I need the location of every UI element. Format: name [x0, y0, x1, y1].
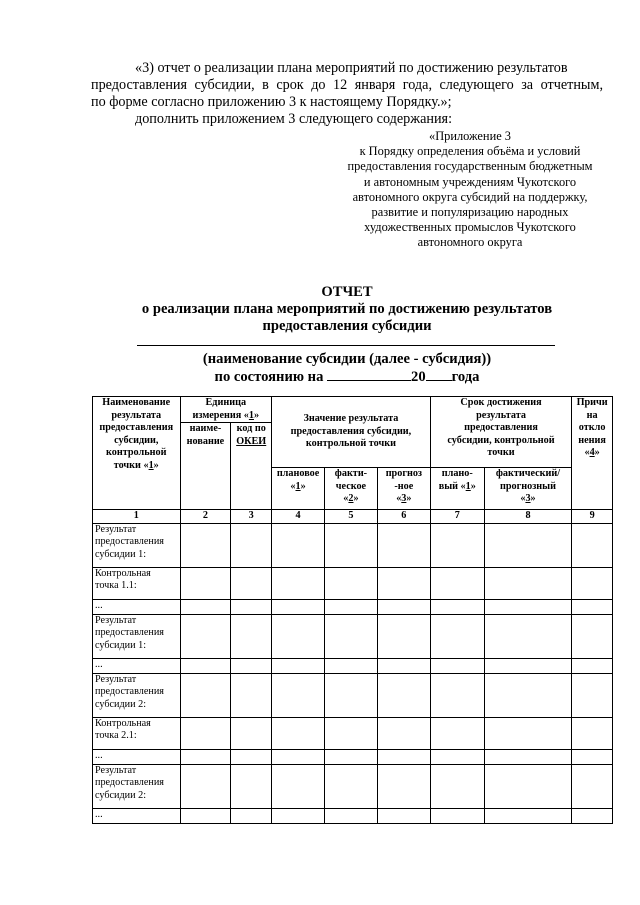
date-prefix: по состоянию на [214, 369, 324, 385]
header-deadline-actual: фактический/ прогнозный «3» [484, 468, 572, 510]
empty-cell [377, 717, 430, 749]
row-label-line: ... [95, 658, 103, 670]
appendix-line: автономного округа субсидий на поддержку, [352, 189, 588, 204]
empty-cell [324, 717, 377, 749]
table-row [93, 567, 613, 599]
empty-cell [572, 717, 613, 749]
empty-cell [430, 523, 484, 567]
empty-cell [324, 614, 377, 658]
empty-cell [272, 749, 325, 764]
table-row [93, 764, 613, 808]
row-label-line: ... [95, 599, 103, 611]
column-number: 6 [377, 510, 430, 524]
row-label-line: Контрольная [95, 717, 151, 729]
appendix-header [330, 129, 610, 251]
empty-cell [324, 673, 377, 717]
empty-cell [180, 749, 231, 764]
empty-cell [180, 717, 231, 749]
header-value-forecast: прогноз -ное «3» [377, 468, 430, 510]
empty-cell [572, 599, 613, 614]
empty-cell [180, 764, 231, 808]
row-label-line: Результат [95, 764, 137, 776]
report-title-line-1: о реализации плана мероприятий по достижению результатов [141, 301, 553, 317]
empty-cell [180, 808, 231, 823]
row-label-line: Результат [95, 673, 137, 685]
subsidy-name-line [137, 345, 555, 346]
column-number: 7 [430, 510, 484, 524]
table-row [93, 599, 613, 614]
date-century: 20 [411, 369, 426, 385]
header-unit: Единица измерения «1» [180, 397, 272, 423]
empty-cell [180, 523, 231, 567]
empty-cell [180, 614, 231, 658]
table-row [93, 523, 613, 567]
column-number: 2 [180, 510, 231, 524]
header-okei-code: код по ОКЕИ [231, 423, 272, 510]
report-heading: ОТЧЕТ [321, 284, 373, 300]
column-number-row [93, 510, 613, 524]
empty-cell [430, 658, 484, 673]
appendix-line: автономного округа [417, 235, 523, 250]
empty-cell [572, 658, 613, 673]
empty-cell [377, 673, 430, 717]
empty-cell [430, 599, 484, 614]
row-label [93, 717, 181, 749]
row-label-line: Результат [95, 523, 137, 535]
row-label [93, 567, 181, 599]
empty-cell [377, 614, 430, 658]
table-row [93, 717, 613, 749]
empty-cell [484, 614, 572, 658]
header-deviation-reason: Причи на откло нения «4» [572, 397, 613, 510]
header-value-planned: плановое «1» [272, 468, 325, 510]
appendix-line: к Порядку определения объёма и условий [359, 144, 581, 159]
empty-cell [324, 764, 377, 808]
appendix-line: и автономным учреждениям Чукотского [363, 174, 577, 189]
empty-cell [324, 599, 377, 614]
row-label-line: точка 1.1: [95, 580, 137, 591]
empty-cell [272, 523, 325, 567]
empty-cell [180, 599, 231, 614]
report-date-line [91, 368, 603, 386]
empty-cell [484, 764, 572, 808]
row-label-line: предоставления [95, 627, 164, 638]
date-year-blank [426, 368, 452, 381]
column-number: 8 [484, 510, 572, 524]
empty-cell [231, 749, 272, 764]
column-number: 4 [272, 510, 325, 524]
empty-cell [231, 523, 272, 567]
report-title-line-2: предоставления субсидии [262, 318, 432, 334]
empty-cell [572, 673, 613, 717]
empty-cell [484, 658, 572, 673]
empty-cell [272, 614, 325, 658]
empty-cell [377, 808, 430, 823]
row-label [93, 764, 181, 808]
empty-cell [231, 614, 272, 658]
empty-cell [180, 658, 231, 673]
empty-cell [430, 749, 484, 764]
table-row [93, 808, 613, 823]
row-label [93, 673, 181, 717]
row-label-line: предоставления [95, 536, 164, 547]
header-deadline: Срок достижения результата предоставления субсидии, контрольной точки [430, 397, 571, 468]
empty-cell [572, 523, 613, 567]
empty-cell [272, 808, 325, 823]
column-number: 5 [324, 510, 377, 524]
row-label-line: субсидии 1: [95, 548, 147, 560]
empty-cell [430, 764, 484, 808]
empty-cell [484, 567, 572, 599]
empty-cell [484, 808, 572, 823]
empty-cell [324, 523, 377, 567]
empty-cell [430, 808, 484, 823]
intro-line-1: «3) отчет о реализации плана мероприятий по достижению результатов [135, 60, 568, 76]
row-label-line: Результат [95, 614, 137, 626]
empty-cell [430, 673, 484, 717]
row-label-line: ... [95, 749, 103, 761]
empty-cell [272, 717, 325, 749]
empty-cell [324, 658, 377, 673]
row-label [93, 749, 181, 764]
intro-line-4: дополнить приложением 3 следующего содержания: [135, 111, 453, 127]
empty-cell [572, 567, 613, 599]
row-label-line: предоставления [95, 777, 164, 788]
row-label [93, 523, 181, 567]
table-body [93, 523, 613, 823]
empty-cell [484, 749, 572, 764]
date-suffix: года [451, 369, 480, 385]
empty-cell [484, 599, 572, 614]
appendix-line: развитие и популяризацию народных [371, 205, 569, 220]
table-row [93, 658, 613, 673]
row-label-line: предоставления [95, 686, 164, 697]
header-value-actual: факти- ческое «2» [324, 468, 377, 510]
empty-cell [231, 764, 272, 808]
row-label [93, 599, 181, 614]
appendix-line: художественных промыслов Чукотского [364, 220, 576, 235]
empty-cell [231, 717, 272, 749]
column-number: 3 [231, 510, 272, 524]
empty-cell [272, 673, 325, 717]
empty-cell [272, 567, 325, 599]
row-label [93, 658, 181, 673]
intro-line-2: предоставления субсидии, в срок до 12 января года, следующего за отчетным, [91, 77, 603, 93]
empty-cell [484, 523, 572, 567]
row-label-line: Контрольная [95, 567, 151, 579]
column-number: 1 [93, 510, 181, 524]
empty-cell [377, 658, 430, 673]
row-label-line: ... [95, 808, 103, 820]
empty-cell [272, 764, 325, 808]
empty-cell [180, 673, 231, 717]
empty-cell [324, 567, 377, 599]
intro-line-3: по форме согласно приложению 3 к настоящему Порядку.»; [91, 94, 452, 110]
empty-cell [377, 523, 430, 567]
header-deadline-planned: плано- вый «1» [430, 468, 484, 510]
empty-cell [180, 567, 231, 599]
empty-cell [231, 808, 272, 823]
empty-cell [272, 658, 325, 673]
empty-cell [231, 658, 272, 673]
empty-cell [272, 599, 325, 614]
empty-cell [377, 749, 430, 764]
empty-cell [231, 599, 272, 614]
empty-cell [377, 567, 430, 599]
empty-cell [572, 614, 613, 658]
row-label-line: субсидии 1: [95, 639, 147, 651]
subsidy-name-caption: (наименование субсидии (далее - субсидия)) [202, 351, 492, 367]
empty-cell [377, 599, 430, 614]
column-number: 9 [572, 510, 613, 524]
empty-cell [231, 673, 272, 717]
header-result-name: Наименование результата предоставления субсидии, контрольной точки «1» [93, 397, 181, 510]
row-label-line: субсидии 2: [95, 698, 147, 710]
empty-cell [572, 749, 613, 764]
appendix-line: предоставления государственным бюджетным [347, 159, 593, 174]
empty-cell [484, 673, 572, 717]
date-day-month-blank [327, 368, 411, 381]
row-label-line: точка 2.1: [95, 730, 137, 741]
empty-cell [430, 614, 484, 658]
row-label [93, 808, 181, 823]
table-row [93, 673, 613, 717]
empty-cell [324, 749, 377, 764]
empty-cell [572, 764, 613, 808]
empty-cell [430, 567, 484, 599]
row-label-line: субсидии 2: [95, 789, 147, 801]
empty-cell [484, 717, 572, 749]
header-value: Значение результата предоставления субсидии, контрольной точки [272, 397, 431, 468]
report-table [92, 396, 613, 824]
row-label [93, 614, 181, 658]
header-unit-name: наиме- нование [180, 423, 231, 510]
table-row [93, 749, 613, 764]
appendix-line: «Приложение 3 [429, 129, 511, 143]
empty-cell [572, 808, 613, 823]
empty-cell [377, 764, 430, 808]
empty-cell [231, 567, 272, 599]
empty-cell [430, 717, 484, 749]
table-row [93, 614, 613, 658]
empty-cell [324, 808, 377, 823]
